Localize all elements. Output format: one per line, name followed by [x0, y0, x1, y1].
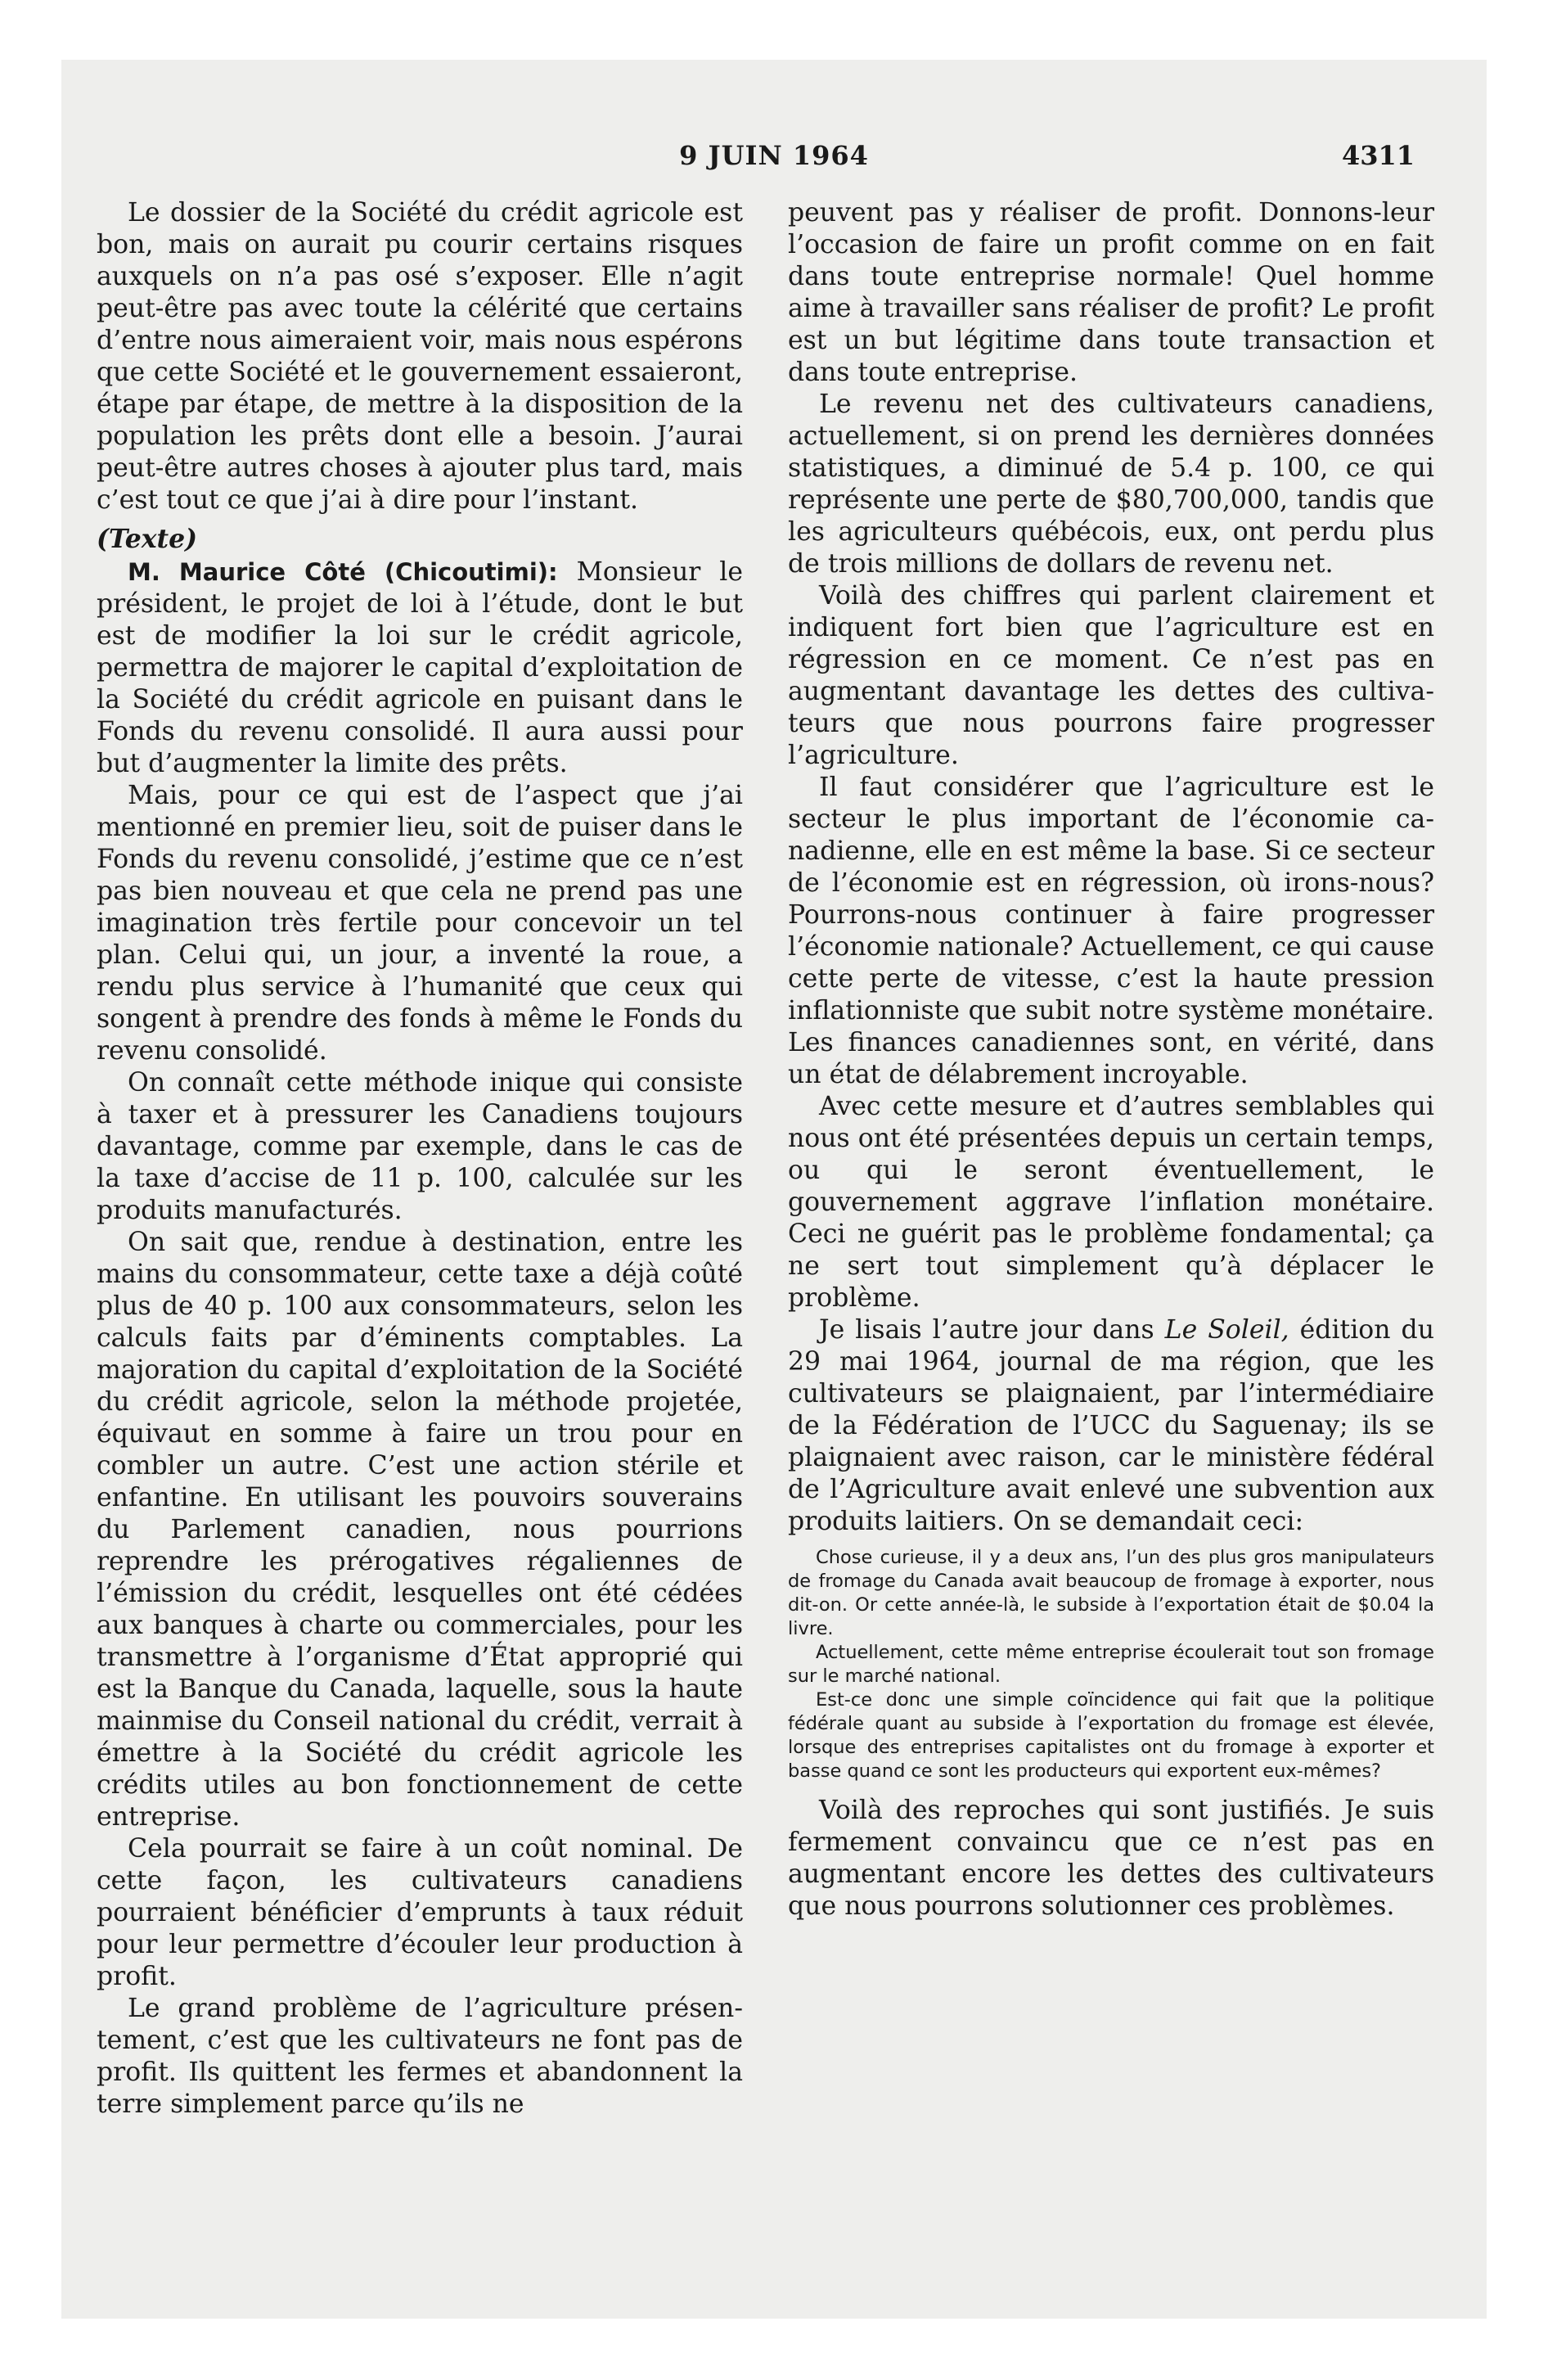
paragraph: Il faut considérer que l’agriculture est le secteur le plus important de l’économie canadienne, elle en est même la base. Si ce secteur de l’économie est en régression, où irons-nous? Pourrons-nous continuer à faire progresser l’économie nationale? Actuellement, ce qui cause cette perte de vitesse, c’est la haute pression inflationniste que subit notre système monétaire. Les finances canadiennes sont, en vérité, dans un état de délabrement incroyable. [788, 773, 1434, 1089]
page-number: 4311 [1341, 140, 1415, 171]
speaker-name: M. Maurice Côté (Chicoutimi): [128, 558, 558, 586]
quote-paragraph: Actuellement, cette même entreprise écoulerait tout son fromage sur le marché national. [788, 1642, 1434, 1687]
block-quote [788, 1546, 1434, 1783]
newspaper-title: Le Soleil, [1164, 1315, 1289, 1345]
text: Je lisais l’autre jour dans [819, 1315, 1165, 1345]
right-column [788, 197, 1434, 1922]
speaker-text: Monsieur le président, le projet de loi à l’étude, dont le but est de modifier la loi sur le crédit agricole, permettra de majorer le capital d’exploitation de la Société du crédit agricole en puisant dans le Fonds du revenu consolidé. Il aura aussi pour but d’augmenter la limite des prêts. [97, 557, 743, 778]
stage-direction: (Texte) [97, 524, 198, 554]
paragraph: On sait que, rendue à destination, entre les mains du consommateur, cette taxe a déjà coûté plus de 40 p. 100 aux consommateurs, selon les calculs faits par d’éminents comptables. La majoration du capital d’exploitation de la Société du crédit agricole, selon la méthode projetée, équivaut en somme à faire un trou pour en combler un autre. C’est une action stérile et enfantine. En utilisant les pouvoirs souverains du Parlement canadien, nous pourrions reprendre les prérogatives régaliennes de l’émission du crédit, lesquelles ont été cédées aux banques à charte ou commerciales, pour les transmettre à l’organisme d’État approprié qui est la Banque du Canada, laquelle, sous la haute mainmise du Conseil national du crédit, verrait à émettre à la Société du crédit agricole les crédits utiles au bon fonctionnement de cette entreprise. [97, 1228, 743, 1832]
quote-paragraph: Est-ce donc une simple coïncidence qui fait que la politique fédérale quant au subside à l’exportation du fromage est élevée, lorsque des entreprises capitalistes ont du fromage à exporter et basse quand ce sont les producteurs qui exportent eux-mêmes? [788, 1689, 1434, 1782]
paragraph: Avec cette mesure et d’autres semblables qui nous ont été présentées depuis un certain temps, ou qui le seront éventuellement, le gouvernement aggrave l’inflation monétaire. Ceci ne guérit pas le problème fondamental; ça ne sert tout simplement qu’à déplacer le problème. [788, 1092, 1434, 1313]
paragraph: Cela pourrait se faire à un coût nominal. De cette façon, les cultivateurs canadiens pourraient bénéficier d’emprunts à taux réduit pour leur permettre d’écouler leur production à profit. [97, 1834, 743, 1991]
text: édition du 29 mai 1964, journal de ma région, que les cultivateurs se plaignaient, par l’intermédiaire de la Fédération de l’UCC du Saguenay; ils se plaignaient avec raison, car le ministère fédéral de l’Agriculture avait enlevé une subvention aux produits laitiers. On se demandait ceci: [788, 1315, 1434, 1536]
paragraph: Mais, pour ce qui est de l’aspect que j’ai mentionné en premier lieu, soit de puiser dans le Fonds du revenu consolidé, j’estime que ce n’est pas bien nouveau et que cela ne prend pas une imagination très fertile pour concevoir un tel plan. Celui qui, un jour, a inventé la roue, a rendu plus service à l’humanité que ceux qui songent à prendre des fonds à même le Fonds du revenu consolidé. [97, 781, 743, 1066]
left-column [97, 197, 743, 2121]
page-sheet [61, 60, 1487, 2319]
paragraph: Le grand problème de l’agriculture présentement, c’est que les cultivateurs ne font pas de profit. Ils quittent les fermes et abandonnent la terre simplement parce qu’ils ne [97, 1994, 743, 2119]
paragraph: Voilà des chiffres qui parlent clairement et indiquent fort bien que l’agriculture est en régression en ce moment. Ce n’est pas en augmentant davantage les dettes des cultivateurs que nous pourrons faire progresser l’agriculture. [788, 581, 1434, 770]
paragraph: On connaît cette méthode inique qui consiste à taxer et à pressurer les Canadiens toujours davantage, comme par exemple, dans le cas de la taxe d’accise de 11 p. 100, calculée sur les produits manufacturés. [97, 1068, 743, 1225]
paragraph: Le dossier de la Société du crédit agricole est bon, mais on aurait pu courir certains risques auxquels on n’a pas osé s’exposer. Elle n’agit peut-être pas avec toute la célérité que certains d’entre nous aimeraient voir, mais nous espérons que cette Société et le gouvernement essaieront, étape par étape, de mettre à la disposition de la population les prêts dont elle a besoin. J’aurai peut-être autres choses à ajouter plus tard, mais c’est tout ce que j’ai à dire pour l’instant. [97, 198, 743, 515]
page-header [61, 140, 1487, 181]
paragraph-continued: peuvent pas y réaliser de profit. Donnons-leur l’occasion de faire un profit comme on en fait dans toute entreprise normale! Quel homme aime à travailler sans réaliser de profit? Le profit est un but légitime dans toute transaction et dans toute entreprise. [788, 198, 1434, 387]
paragraph: Le revenu net des cultivateurs canadiens, actuellement, si on prend les dernières données statistiques, a diminué de 5.4 p. 100, ce qui représente une perte de $80,700,000, tandis que les agriculteurs québécois, eux, ont perdu plus de trois millions de dollars de revenu net. [788, 390, 1434, 579]
paragraph [788, 1314, 1434, 1538]
header-date: 9 JUIN 1964 [679, 140, 869, 171]
paragraph: Voilà des reproches qui sont justifiés. Je suis fermement convaincu que ce n’est pas en augmentant encore les dettes des cultivateurs que nous pourrons solutionner ces problèmes. [788, 1796, 1434, 1921]
quote-paragraph: Chose curieuse, il y a deux ans, l’un des plus gros manipulateurs de fromage du Canada avait beaucoup de fromage à exporter, nous dit-on. Or cette année-là, le subside à l’exportation était de $0.04 la livre. [788, 1547, 1434, 1639]
speaker-paragraph [97, 557, 743, 780]
